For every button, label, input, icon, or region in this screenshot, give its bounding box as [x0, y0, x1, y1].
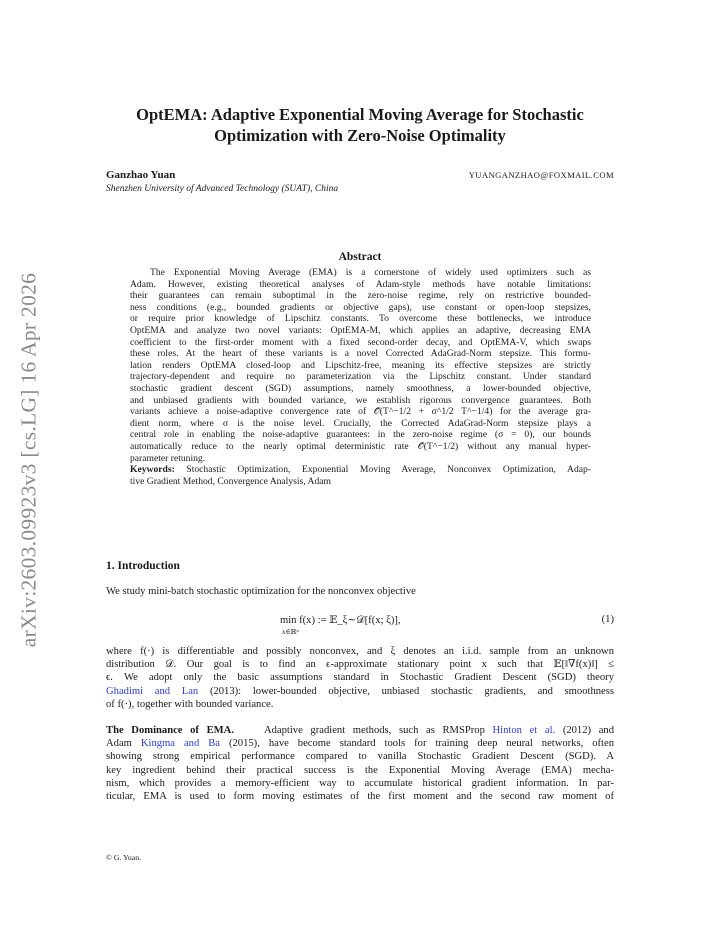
- body-line: [106, 724, 614, 737]
- abstract-line: Adam. However, existing theoretical analyses of Adam-style methods have notable limitations:: [130, 278, 591, 290]
- abstract-line: coefficient to the first-order moment with a fixed second-order decay, and OptEMA-V, which swaps: [130, 336, 591, 348]
- body-line: ϵ. We adopt only the basic assumptions standard in Stochastic Gradient Descent (SGD) theory: [106, 672, 614, 684]
- body-text: (2013): lower-bounded objective, unbiased stochastic gradients, and smoothness: [209, 685, 615, 697]
- author-email: YUANGANZHAO@FOXMAIL.COM: [468, 170, 614, 180]
- body-line: We study mini-batch stochastic optimization for the nonconvex objective: [106, 586, 416, 597]
- body-line: distribution 𝒟. Our goal is to find an ϵ-approximate stationary point x such that 𝔼[‖∇f(x)‖] ≤: [106, 659, 614, 671]
- body-text: (2012) and: [562, 725, 614, 736]
- title-line: Optimization with Zero-Noise Optimality: [214, 126, 506, 145]
- abstract-line: trajectory-dependent and require no parameterization via the Lipschitz constant. Under standard: [130, 371, 591, 383]
- abstract-line: and unbiased gradients with bounded variance, we establish rigorous convergence guarantees. Both: [130, 394, 591, 406]
- body-line: where f(·) is differentiable and possibly nonconvex, and ξ denotes an i.i.d. sample from an unknown: [106, 646, 614, 657]
- abstract-line: variants achieve a noise-adaptive convergence rate of 𝒪̃(T^−1/2 + σ^1/2 T^−1/4) for the average gra-: [130, 406, 591, 418]
- body-line: key ingredient behind their practical success is the Exponential Moving Average (EMA) mecha-: [106, 764, 614, 776]
- body-text: Adam: [106, 738, 132, 750]
- equation-number: (1): [601, 614, 614, 625]
- abstract-line: their guarantees can remain suboptimal in the zero-noise regime, rely on restrictive bounded-: [130, 290, 591, 302]
- footer-copyright: © G. Yuan.: [106, 853, 142, 862]
- abstract-heading: Abstract: [338, 251, 382, 263]
- abstract-line: or require prior knowledge of Lipschitz constants. To overcome these bottlenecks, we introduce: [130, 313, 591, 325]
- abstract-line: central role in enabling the noise-adaptive guarantees: in the zero-noise regime (σ = 0), our bounds: [130, 429, 591, 441]
- abstract: [130, 267, 591, 487]
- abstract-line: lation renders OptEMA closed-loop and Lipschitz-free, meaning its effective stepsizes are strictly: [130, 359, 591, 371]
- paper-title: [80, 104, 640, 146]
- body-line: ticular, EMA is used to form moving estimates of the first moment and the second raw moment of: [106, 791, 614, 803]
- abstract-line: automatically reduce to the nearly optimal deterministic rate 𝒪̃(T^−1/2) without any manual hyper-: [130, 440, 591, 452]
- body-paragraph: [106, 645, 614, 711]
- arxiv-identifier: arXiv:2603.09923v3 [cs.LG] 16 Apr 2026: [16, 272, 41, 648]
- abstract-line: ness conditions (e.g., bounded gradients or objective gaps), use constant or open-loop stepsizes,: [130, 301, 591, 313]
- body-paragraph: [106, 724, 614, 803]
- body-line: [106, 685, 614, 698]
- intro-paragraph: [106, 585, 614, 598]
- equation-subscript: x∈ℝⁿ: [282, 628, 299, 636]
- author-affiliation: Shenzhen University of Advanced Technology (SUAT), China: [106, 184, 339, 194]
- body-line: [106, 737, 614, 750]
- citation-link[interactable]: Hinton et al.: [492, 725, 556, 736]
- body-text: Adaptive gradient methods, such as RMSProp: [263, 725, 485, 736]
- keywords-label: Keywords:: [130, 464, 175, 476]
- keywords-text: Stochastic Optimization, Exponential Moving Average, Nonconvex Optimization, Adap-: [186, 464, 591, 476]
- keywords-line: [130, 464, 591, 476]
- title-line: OptEMA: Adaptive Exponential Moving Average for Stochastic: [136, 105, 584, 124]
- paragraph-runin-heading: The Dominance of EMA.: [106, 725, 234, 736]
- abstract-line: stochastic gradient descent (SGD) assumptions, namely smoothness, a lower-bounded objective,: [130, 382, 591, 394]
- equation: min f(x) := 𝔼_ξ∼𝒟[f(x; ξ)],: [280, 615, 401, 626]
- abstract-line: these roles. At the heart of these variants is a novel Corrected AdaGrad-Norm stepsize. This formu-: [130, 348, 591, 360]
- citation-link[interactable]: Kingma and Ba: [140, 738, 220, 750]
- body-line: nism, which provides a memory-efficient way to accumulate historical gradient information. In par-: [106, 777, 614, 789]
- abstract-line: parameter retuning.: [130, 452, 206, 464]
- abstract-line: OptEMA and analyze two novel variants: OptEMA-M, which applies an adaptive, decreasing EMA: [130, 324, 591, 336]
- abstract-line: dient norm, where σ is the noise level. Crucially, the Corrected AdaGrad-Norm stepsize plays a: [130, 417, 591, 429]
- section-heading: 1. Introduction: [106, 560, 180, 572]
- citation-link[interactable]: Ghadimi and Lan: [106, 685, 199, 697]
- body-text: (2015), have become standard tools for training deep neural networks, often: [228, 738, 614, 750]
- body-line: of f(·), together with bounded variance.: [106, 698, 274, 710]
- abstract-line: The Exponential Moving Average (EMA) is a cornerstone of widely used optimizers such as: [150, 267, 591, 278]
- keywords-line: tive Gradient Method, Convergence Analysis, Adam: [130, 475, 331, 487]
- body-line: showing strong empirical performance compared to vanilla Stochastic Gradient Descent (SGD). A: [106, 751, 614, 763]
- author-name: Ganzhao Yuan: [106, 169, 176, 181]
